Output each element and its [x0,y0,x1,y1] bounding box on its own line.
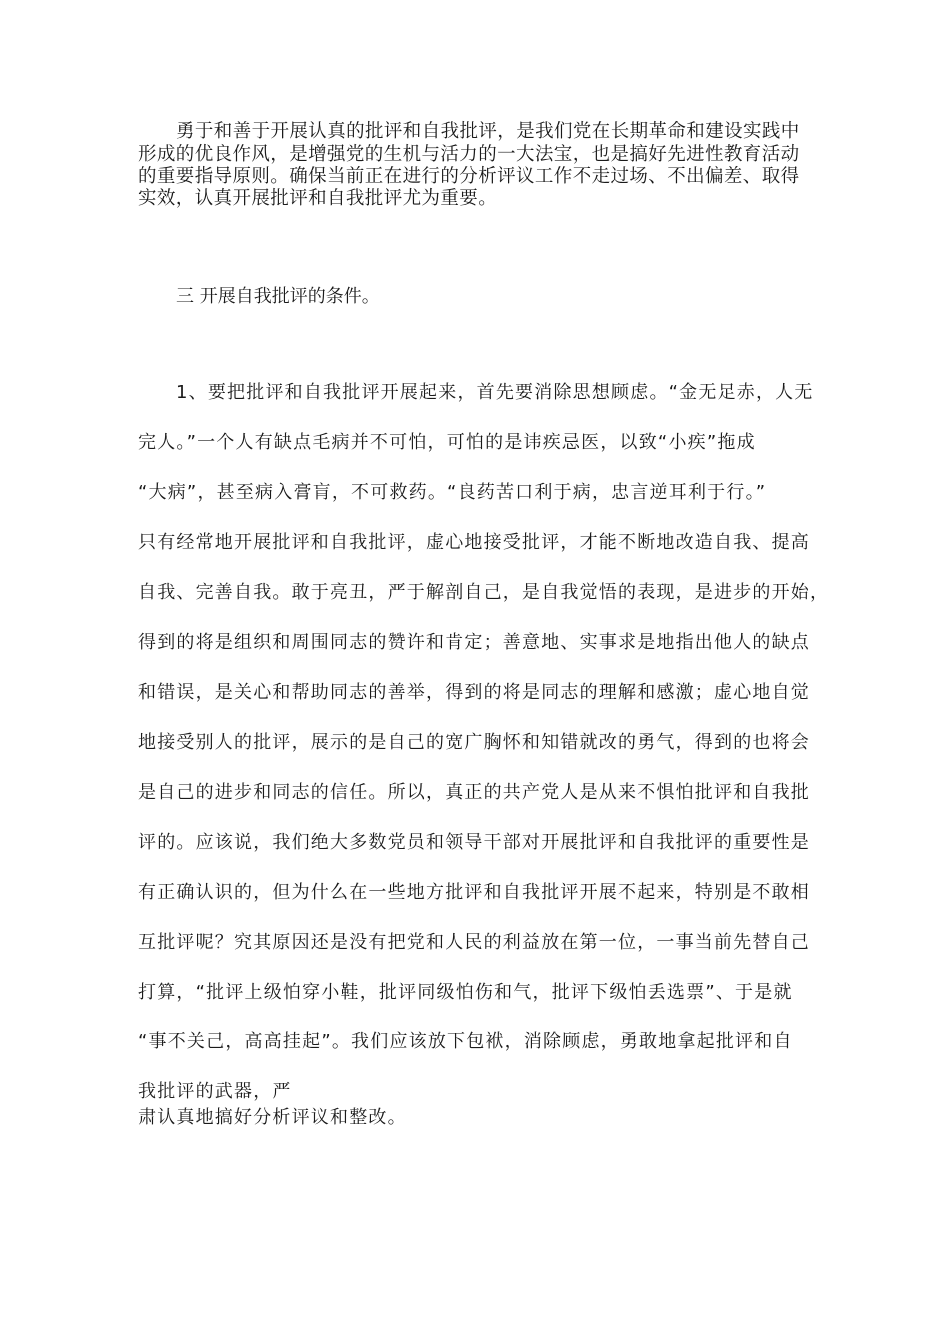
body-line-9: 是自己的进步和同志的信任。所以，真正的共产党人是从来不惧怕批评和自我批 [138,782,810,803]
body-line-11: 有正确认识的，但为什么在一些地方批评和自我批评开展不起来，特别是不敢相 [138,882,810,903]
body-line-2: 完人。”一个人有缺点毛病并不可怕，可怕的是讳疾忌医，以致“小疾”拖成 [138,432,756,453]
intro-line-1: 勇于和善于开展认真的批评和自我批评，是我们党在长期革命和建设实践中 [176,121,800,142]
body-line-8: 地接受别人的批评，展示的是自己的宽广胸怀和知错就改的勇气，得到的也将会 [138,732,810,753]
intro-line-3: 的重要指导原则。确保当前正在进行的分析评议工作不走过场、不出偏差、取得 [138,166,800,187]
intro-line-2: 形成的优良作风，是增强党的生机与活力的一大法宝，也是搞好先进性教育活动 [138,144,800,165]
body-line-13: 打算，“批评上级怕穿小鞋，批评同级怕伤和气，批评下级怕丢选票”、于是就 [138,982,793,1003]
body-line-3: “大病”，甚至病入膏肓，不可救药。“良药苦口利于病，忠言逆耳利于行。” [138,482,767,503]
body-line-14: “事不关己，高高挂起”。我们应该放下包袱，消除顾虑，勇敢地拿起批评和自 [138,1031,793,1052]
body-line-4: 只有经常地开展批评和自我批评，虚心地接受批评，才能不断地改造自我、提高 [138,532,810,553]
intro-line-4: 实效，认真开展批评和自我批评尤为重要。 [138,188,498,209]
body-line-6: 得到的将是组织和周围同志的赞许和肯定；善意地、实事求是地指出他人的缺点 [138,632,810,653]
body-line-5: 自我、完善自我。敢于亮丑，严于解剖自己，是自我觉悟的表现，是进步的开始， [138,582,830,603]
body-line-15: 我批评的武器，严 [138,1081,292,1102]
body-line-1: 1、要把批评和自我批评开展起来，首先要消除思想顾虑。“金无足赤，人无 [176,382,814,403]
body-line-10: 评的。应该说，我们绝大多数党员和领导干部对开展批评和自我批评的重要性是 [138,832,810,853]
body-line-12: 互批评呢？究其原因还是没有把党和人民的利益放在第一位，一事当前先替自己 [138,932,810,953]
body-line-16: 肃认真地搞好分析评议和整改。 [138,1107,407,1128]
section-heading: 三 开展自我批评的条件。 [176,286,380,307]
body-line-7: 和错误，是关心和帮助同志的善举，得到的将是同志的理解和感激；虚心地自觉 [138,682,810,703]
